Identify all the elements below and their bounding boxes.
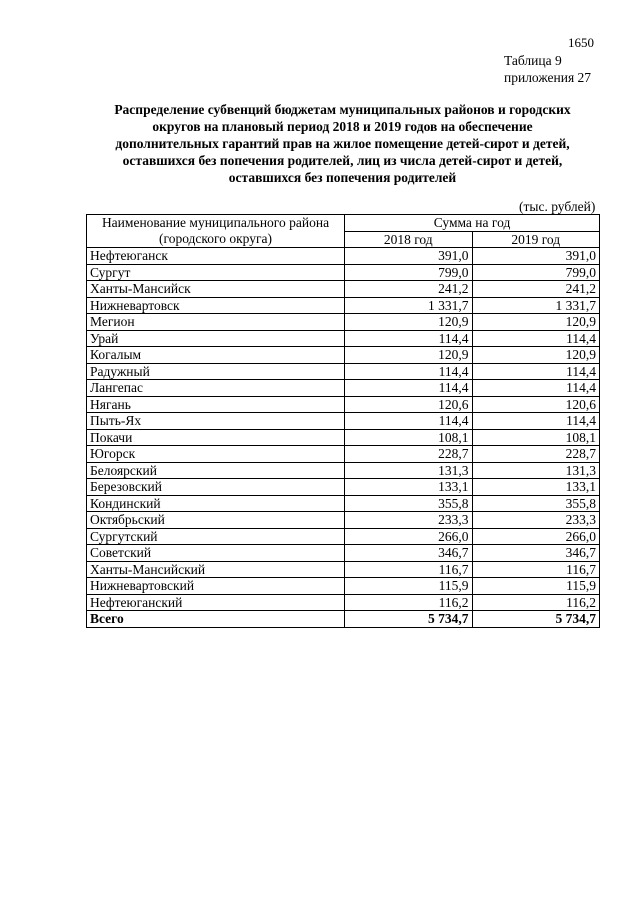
amount-2019-cell: 115,9: [472, 578, 600, 595]
table-body: [87, 248, 600, 628]
amount-2019-cell: 120,6: [472, 396, 600, 413]
municipality-cell: Кондинский: [87, 495, 345, 512]
municipality-cell: Нягань: [87, 396, 345, 413]
amount-2019-cell: 131,3: [472, 462, 600, 479]
amount-2019-cell: 355,8: [472, 495, 600, 512]
municipality-cell: Когалым: [87, 347, 345, 364]
document-title: [90, 101, 595, 186]
municipality-cell: Нефтеюганский: [87, 594, 345, 611]
municipality-cell: Белоярский: [87, 462, 345, 479]
header-municipality-line2: (городского округа): [159, 231, 273, 246]
municipality-cell: Лангепас: [87, 380, 345, 397]
municipality-cell: Пыть-Ях: [87, 413, 345, 430]
amount-2018-cell: 355,8: [345, 495, 472, 512]
municipality-cell: Нижневартовский: [87, 578, 345, 595]
title-line: оставшихся без попечения родителей, лиц из числа детей-сирот и детей,: [122, 153, 563, 168]
amount-2019-cell: 114,4: [472, 413, 600, 430]
total-2018-cell: 5 734,7: [345, 611, 472, 628]
table-row: [87, 297, 600, 314]
subsidy-table: [86, 214, 600, 628]
header-municipality-line1: Наименование муниципального района: [101, 215, 330, 230]
table-row: [87, 347, 600, 364]
municipality-cell: Ханты-Мансийский: [87, 561, 345, 578]
table-row: [87, 578, 600, 595]
municipality-cell: Сургутский: [87, 528, 345, 545]
amount-2019-cell: 266,0: [472, 528, 600, 545]
amount-2018-cell: 131,3: [345, 462, 472, 479]
table-row: [87, 528, 600, 545]
header-sum-per-year: Сумма на год: [345, 215, 600, 232]
amount-2019-cell: 120,9: [472, 347, 600, 364]
table-row: [87, 314, 600, 331]
municipality-cell: Октябрьский: [87, 512, 345, 529]
municipality-cell: Урай: [87, 330, 345, 347]
amount-2018-cell: 391,0: [345, 248, 472, 265]
header-municipality: [87, 215, 345, 248]
table-row: [87, 561, 600, 578]
amount-2018-cell: 116,2: [345, 594, 472, 611]
table-header: [87, 215, 600, 248]
amount-2019-cell: 116,7: [472, 561, 600, 578]
amount-2018-cell: 114,4: [345, 380, 472, 397]
amount-2019-cell: 391,0: [472, 248, 600, 265]
total-row: [87, 611, 600, 628]
unit-note: (тыс. рублей): [519, 199, 596, 214]
amount-2019-cell: 346,7: [472, 545, 600, 562]
amount-2019-cell: 1 331,7: [472, 297, 600, 314]
municipality-cell: Покачи: [87, 429, 345, 446]
amount-2019-cell: 114,4: [472, 363, 600, 380]
table-row: [87, 512, 600, 529]
municipality-cell: Нефтеюганск: [87, 248, 345, 265]
amount-2018-cell: 120,9: [345, 347, 472, 364]
table-row: [87, 380, 600, 397]
amount-2019-cell: 120,9: [472, 314, 600, 331]
table-row: [87, 429, 600, 446]
table-row: [87, 363, 600, 380]
table-row: [87, 413, 600, 430]
amount-2018-cell: 120,6: [345, 396, 472, 413]
table-row: [87, 396, 600, 413]
amount-2019-cell: 114,4: [472, 330, 600, 347]
table-row: [87, 281, 600, 298]
table-row: [87, 594, 600, 611]
title-line: дополнительных гарантий прав на жилое помещение детей-сирот и детей,: [115, 136, 570, 151]
title-line: округов на плановый период 2018 и 2019 годов на обеспечение: [152, 119, 533, 134]
table-reference-line: Таблица 9: [504, 53, 562, 68]
amount-2018-cell: 346,7: [345, 545, 472, 562]
amount-2018-cell: 115,9: [345, 578, 472, 595]
header-year-2019: 2019 год: [472, 231, 600, 248]
amount-2019-cell: 241,2: [472, 281, 600, 298]
amount-2018-cell: 120,9: [345, 314, 472, 331]
table-reference: [504, 52, 591, 86]
amount-2019-cell: 108,1: [472, 429, 600, 446]
table-row: [87, 264, 600, 281]
table-row: [87, 462, 600, 479]
amount-2019-cell: 228,7: [472, 446, 600, 463]
amount-2018-cell: 241,2: [345, 281, 472, 298]
title-line: Распределение субвенций бюджетам муниципальных районов и городских: [114, 102, 571, 117]
appendix-reference-line: приложения 27: [504, 70, 592, 85]
amount-2019-cell: 233,3: [472, 512, 600, 529]
total-2019-cell: 5 734,7: [472, 611, 600, 628]
amount-2018-cell: 114,4: [345, 363, 472, 380]
amount-2018-cell: 266,0: [345, 528, 472, 545]
page-number: 1650: [568, 35, 594, 50]
amount-2018-cell: 233,3: [345, 512, 472, 529]
total-label-cell: Всего: [87, 611, 345, 628]
amount-2018-cell: 799,0: [345, 264, 472, 281]
amount-2019-cell: 116,2: [472, 594, 600, 611]
amount-2018-cell: 114,4: [345, 413, 472, 430]
title-line: оставшихся без попечения родителей: [228, 170, 457, 185]
municipality-cell: Ханты-Мансийск: [87, 281, 345, 298]
table-row: [87, 479, 600, 496]
municipality-cell: Советский: [87, 545, 345, 562]
municipality-cell: Радужный: [87, 363, 345, 380]
table-row: [87, 495, 600, 512]
table-row: [87, 545, 600, 562]
table-row: [87, 330, 600, 347]
table-row: [87, 248, 600, 265]
municipality-cell: Мегион: [87, 314, 345, 331]
amount-2019-cell: 799,0: [472, 264, 600, 281]
amount-2018-cell: 1 331,7: [345, 297, 472, 314]
municipality-cell: Югорск: [87, 446, 345, 463]
amount-2019-cell: 114,4: [472, 380, 600, 397]
amount-2018-cell: 108,1: [345, 429, 472, 446]
amount-2018-cell: 133,1: [345, 479, 472, 496]
municipality-cell: Нижневартовск: [87, 297, 345, 314]
amount-2018-cell: 114,4: [345, 330, 472, 347]
table-row: [87, 446, 600, 463]
municipality-cell: Сургут: [87, 264, 345, 281]
amount-2019-cell: 133,1: [472, 479, 600, 496]
amount-2018-cell: 116,7: [345, 561, 472, 578]
amount-2018-cell: 228,7: [345, 446, 472, 463]
municipality-cell: Березовский: [87, 479, 345, 496]
header-year-2018: 2018 год: [345, 231, 472, 248]
